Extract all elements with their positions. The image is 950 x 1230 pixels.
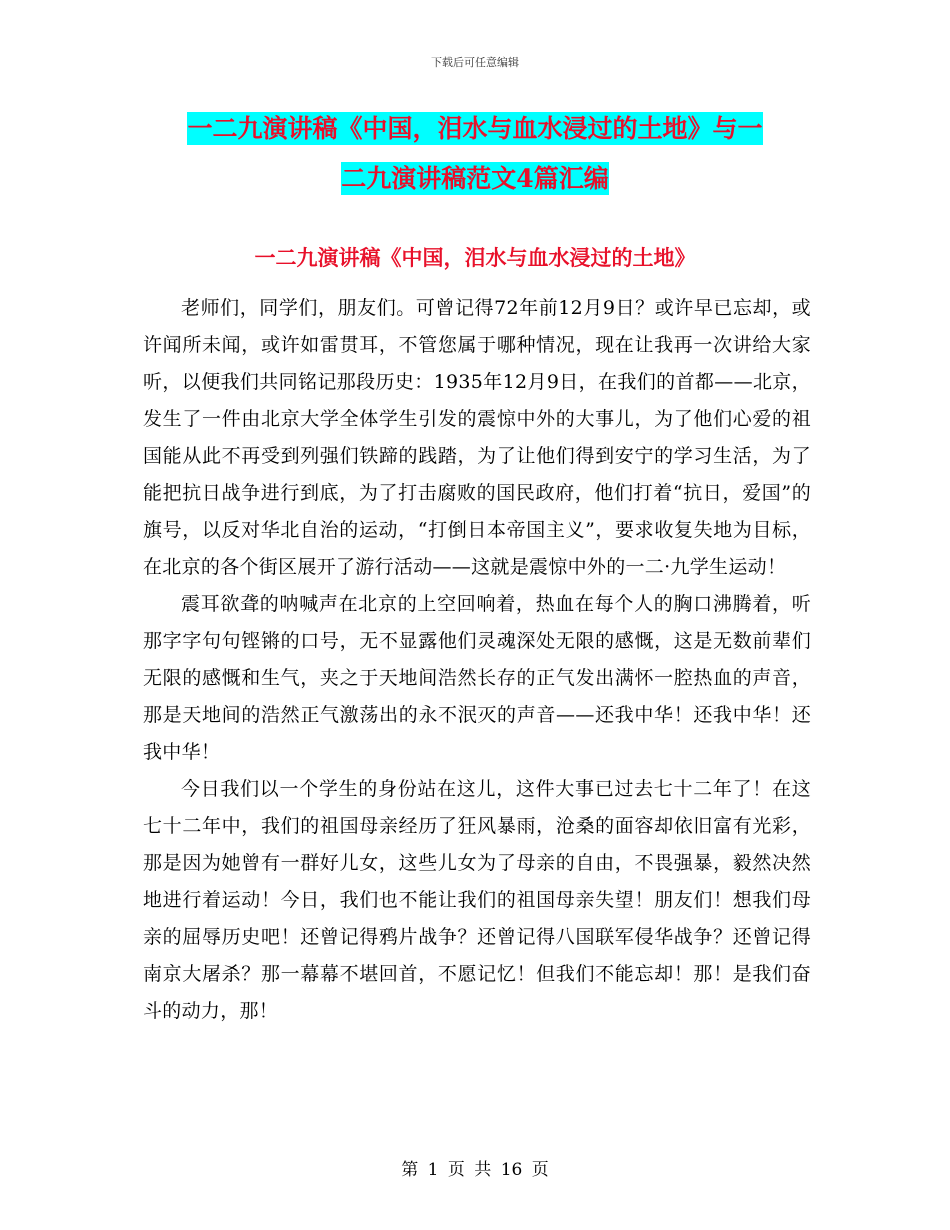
document-title	[140, 104, 810, 204]
section-title: 一二九演讲稿《中国，泪水与血水浸过的土地》	[254, 245, 696, 270]
document-body	[143, 290, 811, 1030]
body-paragraph-3: 今日我们以一个学生的身份站在这儿，这件大事已过去七十二年了！在这七十二年中，我们的祖国母亲经历了狂风暴雨，沧桑的面容却依旧富有光彩，那是因为她曾有一群好儿女，这些儿女为了母亲的自由，不畏强暴，毅然决然地进行着运动！今日，我们也不能让我们的祖国母亲失望！朋友们！想我们母亲的屈辱历史吧！还曾记得鸦片战争？还曾记得八国联军侵华战争？还曾记得南京大屠杀？那一幕幕不堪回首，不愿记忆！但我们不能忘却！那！是我们奋斗的动力，那！	[143, 778, 811, 1022]
page-number-footer: 第 1 页 共 16 页	[401, 1160, 549, 1180]
document-title-line-1: 一二九演讲稿《中国，泪水与血水浸过的土地》与一	[187, 114, 763, 143]
body-paragraph-2: 震耳欲聋的呐喊声在北京的上空回响着，热血在每个人的胸口沸腾着，听那字字句句铿锵的口号，无不显露他们灵魂深处无限的感慨，这是无数前辈们无限的感慨和生气，夹之于天地间浩然长存的正气发出满怀一腔热血的声音，那是天地间的浩然正气激荡出的永不泯灭的声音——还我中华！还我中华！还我中华！	[143, 593, 811, 763]
header-note: 下载后可任意编辑	[431, 56, 519, 69]
body-paragraph-1: 老师们，同学们，朋友们。可曾记得72年前12月9日？或许早已忘却，或许闻所未闻，或许如雷贯耳，不管您属于哪种情况，现在让我再一次讲给大家听，以便我们共同铭记那段历史：1935年12月9日，在我们的首都——北京，发生了一件由北京大学全体学生引发的震惊中外的大事儿，为了他们心爱的祖国能从此不再受到列强们铁蹄的践踏，为了让他们得到安宁的学习生活，为了能把抗日战争进行到底，为了打击腐败的国民政府，他们打着“抗日，爱国”的旗号，以反对华北自治的运动，“打倒日本帝国主义”，要求收复失地为目标，在北京的各个街区展开了游行活动——这就是震惊中外的一二·九学生运动！	[143, 297, 811, 578]
document-title-line-2: 二九演讲稿范文4篇汇编	[341, 164, 609, 193]
